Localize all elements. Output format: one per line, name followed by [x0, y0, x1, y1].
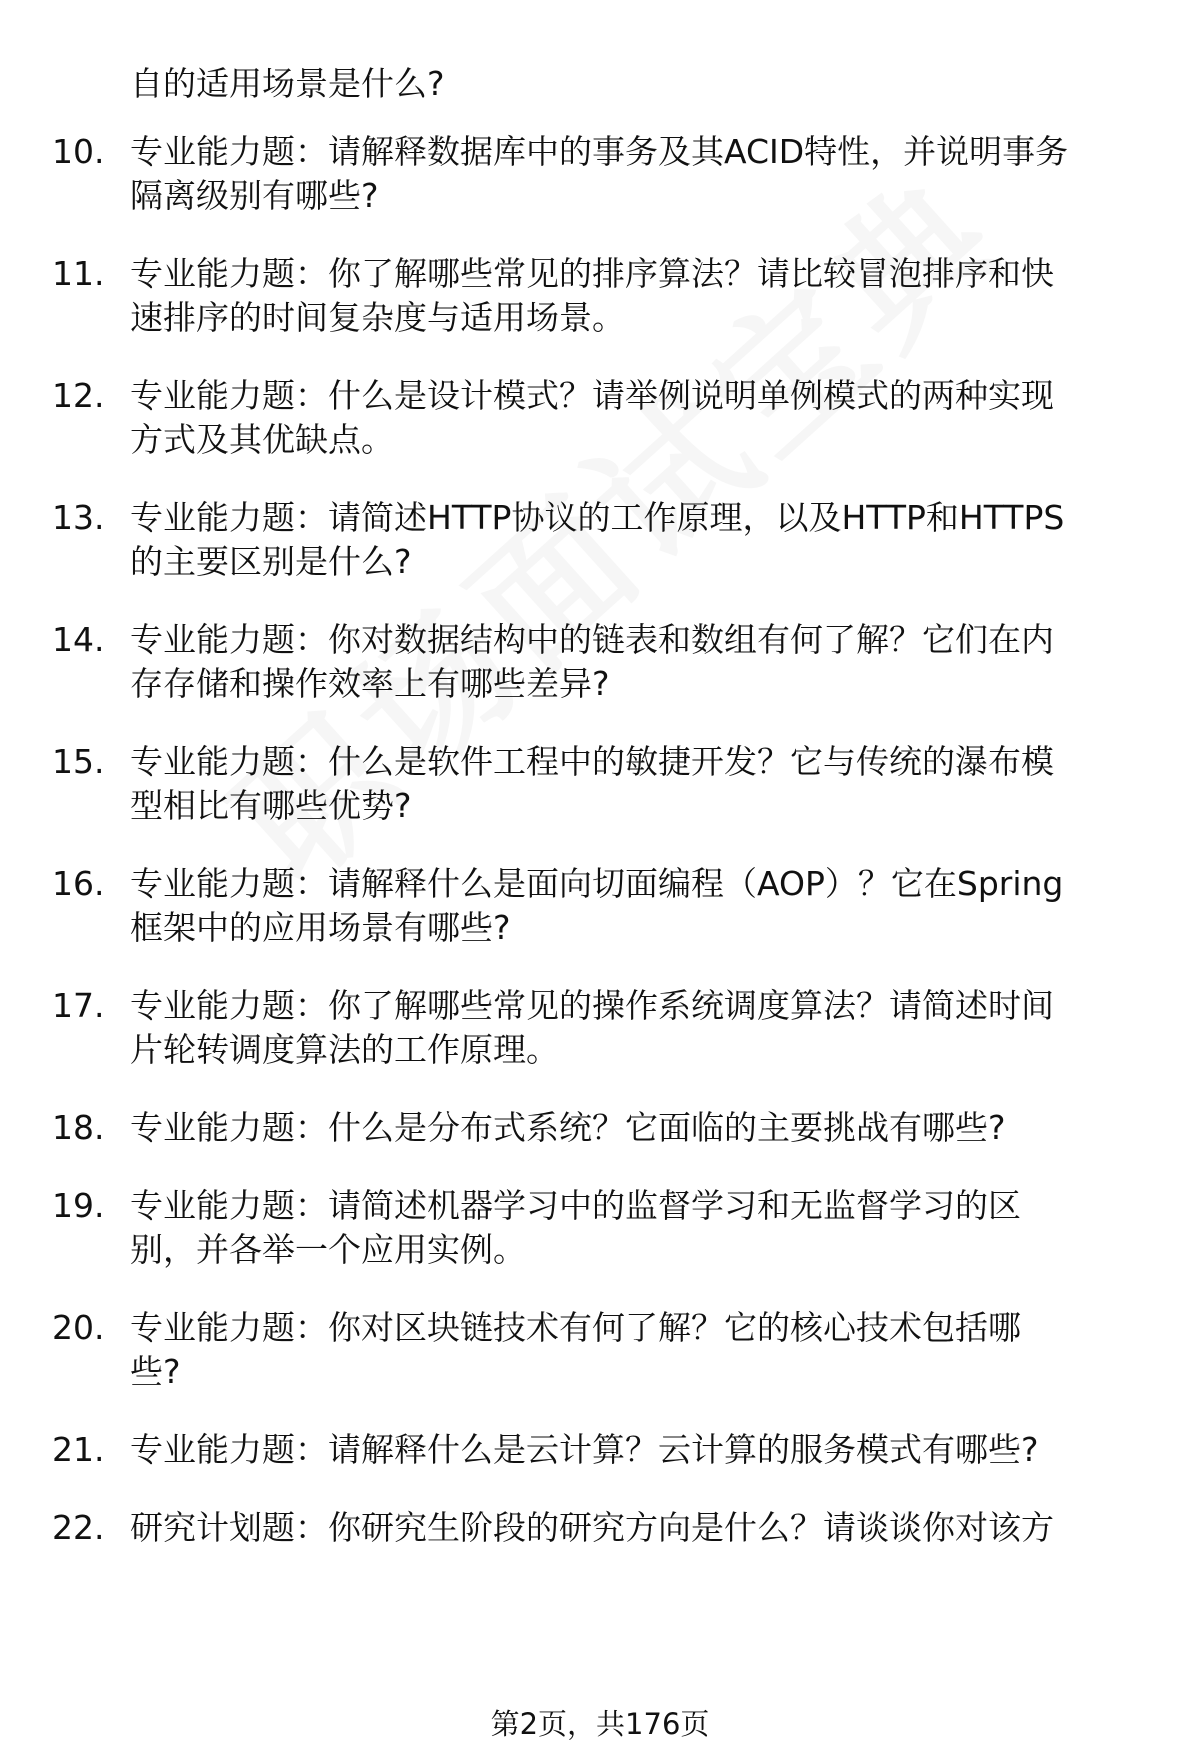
item-text: 专业能力题：请解释什么是面向切面编程（AOP）？它在Spring 框架中的应用场景有哪些? [130, 864, 1064, 947]
item-text: 研究计划题：你研究生阶段的研究方向是什么？请谈谈你对该方 [130, 1508, 1054, 1547]
item-text: 专业能力题：什么是设计模式？请举例说明单例模式的两种实现 方式及其优缺点。 [130, 376, 1054, 459]
page-footer: 第2页，共176页 [490, 1707, 710, 1741]
item-text: 专业能力题：你了解哪些常见的排序算法？请比较冒泡排序和快 速排序的时间复杂度与适用场景。 [130, 254, 1054, 337]
item-number: 14. [52, 620, 105, 659]
item-text: 专业能力题：你对区块链技术有何了解？它的核心技术包括哪 些? [130, 1308, 1021, 1391]
item-number: 15. [52, 742, 105, 781]
continuation-text: 自的适用场景是什么? [130, 64, 445, 103]
item-text: 专业能力题：什么是分布式系统？它面临的主要挑战有哪些? [130, 1108, 1006, 1147]
item-text: 专业能力题：请简述HTTP协议的工作原理，以及HTTP和HTTPS 的主要区别是什么? [130, 498, 1065, 581]
item-number: 22. [52, 1508, 105, 1547]
item-number: 16. [52, 864, 105, 903]
item-number: 20. [52, 1308, 105, 1347]
item-number: 11. [52, 254, 105, 293]
item-number: 19. [52, 1186, 105, 1225]
item-text: 专业能力题：请解释数据库中的事务及其ACID特性，并说明事务 隔离级别有哪些? [130, 132, 1069, 215]
item-number: 13. [52, 498, 105, 537]
item-number: 21. [52, 1430, 105, 1469]
item-number: 18. [52, 1108, 105, 1147]
item-text: 专业能力题：你了解哪些常见的操作系统调度算法？请简述时间 片轮转调度算法的工作原理。 [130, 986, 1054, 1069]
item-text: 专业能力题：你对数据结构中的链表和数组有何了解？它们在内 存存储和操作效率上有哪些差异? [130, 620, 1054, 703]
item-number: 12. [52, 376, 105, 415]
item-number: 17. [52, 986, 105, 1025]
item-text: 专业能力题：请简述机器学习中的监督学习和无监督学习的区 别，并各举一个应用实例。 [130, 1186, 1021, 1269]
item-number: 10. [52, 132, 105, 171]
item-text: 专业能力题：请解释什么是云计算？云计算的服务模式有哪些? [130, 1430, 1039, 1469]
item-text: 专业能力题：什么是软件工程中的敏捷开发？它与传统的瀑布模 型相比有哪些优势? [130, 742, 1054, 825]
